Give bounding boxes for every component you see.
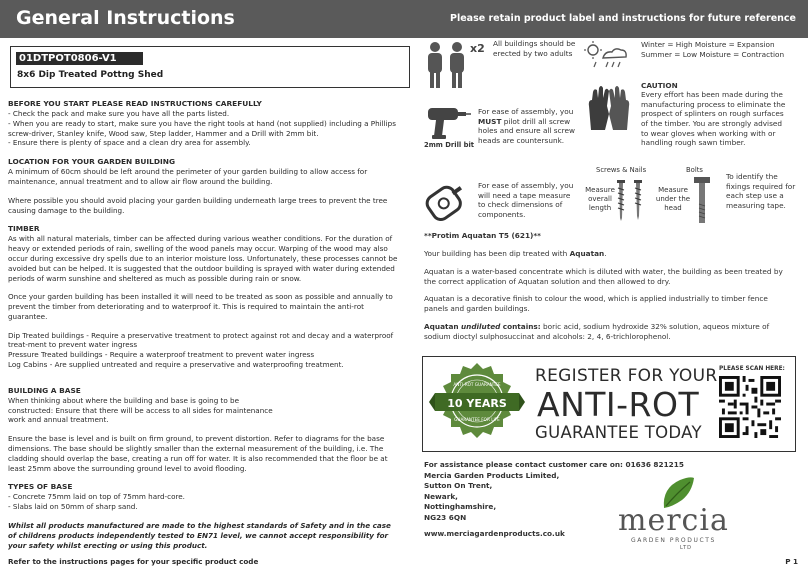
treatment-line: Log Cabins - Are supplied untreated and require a preservative and waterproofing treatment. [8,360,344,370]
badge-bottom: GUARANTEE FOR LIFE [454,417,500,422]
product-code-box [10,46,410,88]
types-line: - Concrete 75mm laid on top of 75mm hard-core. [8,492,185,502]
caution-title: CAUTION [641,81,678,90]
screws-nails-label: Screws & Nails [596,166,647,174]
contact-line: NG23 6QN [424,512,467,522]
product-name: 8x6 Dip Treated Pottng Shed [17,70,164,80]
gloves-icon [585,82,633,132]
dip-bold: Aquatan [569,248,605,258]
types-line: - Slabs laid on 50mm of sharp sand. [8,502,138,512]
fixings-text: To identify the fixings required for each step use a measuring tape. [726,172,796,210]
guarantee-badge [429,361,525,449]
header-bar [0,0,808,38]
timber-paragraph: Once your garden building has been installed it will need to be treated as soon as possible and annually to prevent the timber from deteriorating and to waterproof it. This is required to maintain the anti-rot guarantee. [8,292,393,321]
page-number: P 1 [785,557,798,566]
timber-paragraph: As with all natural materials, timber can be affected during various weather conditions. For the duration of heavy or extended periods of rain, swelling of the wood panels may occur. Warping of the wood may also occur during excessive dry spells due to an interior moisture loss. Unfortunately, these processes cannot be avoided but can be helped. It is suggested that the outdoor building is sprayed with water during extended periods of warm sunshine and sheltered as much as possible during rain or snow. [8,234,398,283]
start-heading: BEFORE YOU START PLEASE READ INSTRUCTIONS CAREFULLY [8,99,262,108]
types-heading: TYPES OF BASE [8,482,73,492]
footer-note: Refer to the instructions pages for your specific product code [8,557,259,566]
dip-end: . [604,248,607,258]
mercia-logo-word: mercia [618,503,729,538]
mercia-logo-sub: GARDEN PRODUCTS [631,537,716,544]
timber-heading: TIMBER [8,224,40,234]
badge-top: ANTI-ROT GUARANTEE [453,382,501,387]
two-adults-icon [424,40,470,90]
contains-rest: boric acid, sodium hydroxide 32% solution, aqueos mixture of sodium dioctyl sulphosuccinat and alcohols: 2, 4, 6-trichlorophenol. [424,322,770,341]
start-line: - Check the pack and make sure you have all the parts listed. [8,109,230,119]
drill-text-must: MUST [478,116,502,126]
protim-title: **Protim Aquatan T5 (621)** [424,231,541,240]
bolts-label: Bolts [686,166,703,174]
treatment-line: Pressure Treated buildings - Require a waterproof treatment to prevent water ingress [8,350,315,360]
tape-measure-icon [422,178,466,226]
location-heading: LOCATION FOR YOUR GARDEN BUILDING [8,157,176,167]
anti-rot-banner [422,356,796,452]
guarantee-text: GUARANTEE TODAY [535,423,702,442]
contains-c: contains: [502,322,541,332]
drill-text [478,107,578,146]
contact-line: Mercia Garden Products Limited, [424,470,560,480]
treatment-line: Dip Treated buildings - Require a preservative treatment to protect against rot and decay and a waterproof treat-ment to prevent water ingress [8,330,394,350]
base-paragraph: Ensure the base is level and is built on firm ground, to prevent distortion. Refer to diagrams for the base dimensions. The base should be slightly smaller than the external measurement of the building, i.e. The cladding should overlap the base, creating a run off for water. It is also recommended that the floor be at least 25mm above the surrounding ground level to avoid flooding. [8,434,388,473]
badge-years: 10 YEARS [447,397,507,410]
measure-overall-label: Measure overall length [585,186,615,213]
x2-label: x2 [470,42,485,55]
drill-text-pre: For ease of assembly, you [478,107,574,116]
location-paragraph: A minimum of 60cm should be left around the perimeter of your garden building to allow access for maintenance, annual treatment and to allow air flow around the building. [8,167,368,187]
moisture-winter: Winter = High Moisture = Expansion [641,40,775,49]
contact-line: For assistance please contact customer care on: 01636 821215 [424,460,684,469]
tape-text: For ease of assembly, you will need a tape measure to check dimensions of components. [478,181,574,219]
dip-treated-line [424,249,794,259]
qr-code-icon[interactable] [719,376,781,438]
caution-text: Every effort has been made during the manufacturing process to eliminate the prospect of splinters on rough surfaces of the timber. You are strongly advised to wear gloves when working with or handling rough sawn timber. [641,90,786,148]
weather-icon [583,40,631,72]
base-paragraph: When thinking about where the building and base is going to be constructed: Ensure that there will be access to all sides for maintenance work and annual treatment. [8,395,273,425]
contact-line: Sutton On Trent, [424,481,493,491]
product-code: 01DTPOT0806-V1 [16,52,143,65]
start-line: - Ensure there is plenty of space and a clean dry area for assembly. [8,138,251,148]
contains-b: undiluted [460,322,501,332]
website-link[interactable]: www.merciagardenproducts.co.uk [424,529,565,538]
safety-disclaimer: Whilst all products manufactured are made to the highest standards of Safety and in the case of childrens products independently tested to EN71 level, we cannot accept responsibility for your safety whilst erecting or using this product. [8,520,391,550]
start-line: - When you are ready to start, make sure you have the right tools at hand (not supplied) including a Phillips screw-driver, Stanley knife, Wood saw, Step ladder, Hammer and a Drill with 2mm bit. [8,118,396,138]
contact-line: Nottinghamshire, [424,502,497,512]
contains-a: Aquatan [424,322,459,332]
location-paragraph: Where possible you should avoid placing your garden building underneath large trees to prevent the tree causing damage to the building. [8,195,388,215]
mercia-logo-ltd: LTD [680,545,693,551]
aquatan-paragraph: Aquatan is a water-based concentrate which is diluted with water, the building as been treated by the correct application of Aquatan solution and then allowed to dry. [424,266,783,286]
moisture-summer: Summer = Low Moisture = Contraction [641,50,785,59]
aquatan-contents [424,322,794,342]
base-heading: BUILDING A BASE [8,385,81,395]
instructions-column [8,99,400,550]
drill-icon [424,104,472,140]
drill-caption: 2mm Drill bit [424,141,475,149]
page-title: General Instructions [16,7,235,29]
dip-pre: Your building has been dip treated with [424,248,568,258]
register-text: REGISTER FOR YOUR [535,366,718,386]
contact-line: Newark, [424,491,458,501]
bolt-icon [692,176,712,224]
aquatan-paragraph: Aquatan is a decorative finish to colour the wood, which is applied industrially to timber fence panels and garden buildings. [424,294,768,314]
scan-label: PLEASE SCAN HERE: [719,366,785,372]
aquatan-section [424,231,794,350]
drill-text-post: pilot drill all screw holes and ensure all screw heads are countersunk. [478,116,575,145]
anti-rot-text: ANTI-ROT [537,385,700,424]
adults-text: All buildings should be erected by two adults [493,39,576,58]
header-note: Please retain product label and instructions for future reference [450,13,796,24]
measure-head-label: Measure under the head [655,186,691,213]
screw-nail-icon [614,178,650,222]
